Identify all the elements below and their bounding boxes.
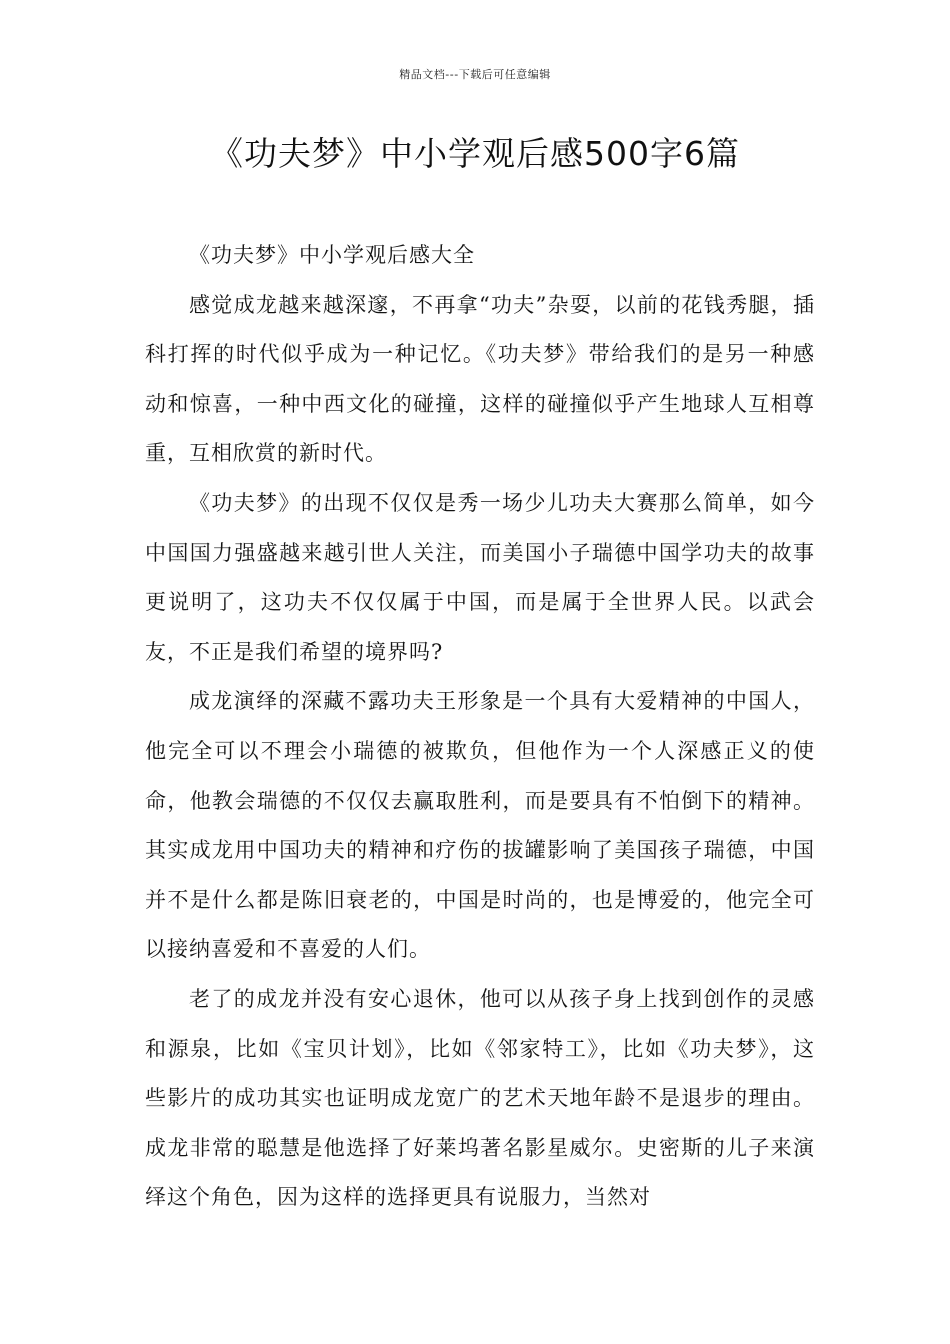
document-body [145,231,815,1223]
paragraph-3: 成龙演绎的深藏不露功夫王形象是一个具有大爱精神的中国人，他完全可以不理会小瑞德的被欺负，但他作为一个人深感正义的使命，他教会瑞德的不仅仅去赢取胜利，而是要具有不怕倒下的精神。其实成龙用中国功夫的精神和疗伤的拔罐影响了美国孩子瑞德，中国并不是什么都是陈旧衰老的，中国是时尚的，也是博爱的，他完全可以接纳喜爱和不喜爱的人们。 [145,689,815,962]
document-title: 《功夫梦》中小学观后感500字6篇 [210,134,740,173]
paragraph-2: 《功夫梦》的出现不仅仅是秀一场少儿功夫大赛那么简单，如今中国国力强盛越来越引世人关注，而美国小子瑞德中国学功夫的故事更说明了，这功夫不仅仅属于中国，而是属于全世界人民。以武会友，不正是我们希望的境界吗? [145,490,815,664]
paragraph-1: 感觉成龙越来越深邃，不再拿“功夫”杂耍，以前的花钱秀腿，插科打挥的时代似乎成为一种记忆。《功夫梦》带给我们的是另一种感动和惊喜，一种中西文化的碰撞，这样的碰撞似乎产生地球人互相尊重，互相欣赏的新时代。 [145,292,815,466]
header-note: 精品文档---下载后可任意编辑 [399,68,551,81]
paragraph-4: 老了的成龙并没有安心退休，他可以从孩子身上找到创作的灵感和源泉，比如《宝贝计划》，比如《邻家特工》，比如《功夫梦》，这些影片的成功其实也证明成龙宽广的艺术天地年龄不是退步的理由。成龙非常的聪慧是他选择了好莱坞著名影星威尔。史密斯的儿子来演绎这个角色，因为这样的选择更具有说服力，当然对 [145,986,815,1210]
document-subtitle: 《功夫梦》中小学观后感大全 [189,243,475,267]
